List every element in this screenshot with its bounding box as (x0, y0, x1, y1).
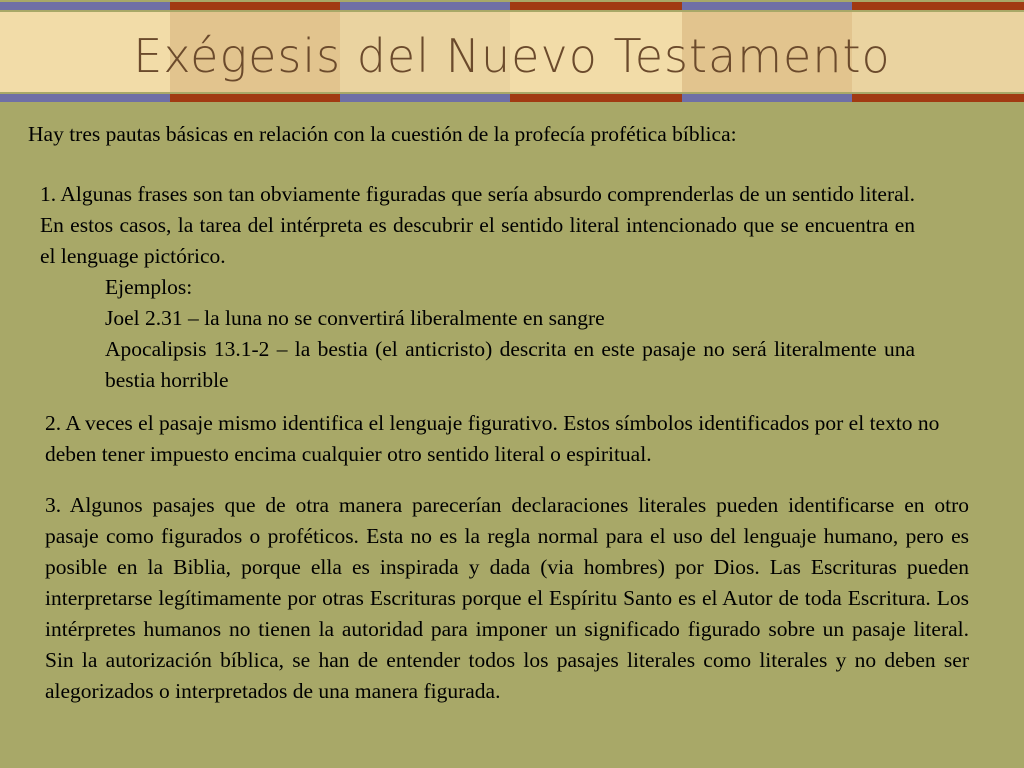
example-item: Joel 2.31 – la luna no se convertirá liberalmente en sangre (105, 306, 605, 330)
stripe-segment (510, 94, 682, 102)
examples-block (105, 272, 915, 396)
point-1-paragraph: 1. Algunas frases son tan obviamente figuradas que sería absurdo comprenderlas de un sentido literal. En estos casos, la tarea del intérpreta es descubrir el sentido literal intencionado que se encuentra en el lenguage pictórico. (40, 182, 915, 268)
slide-title: Exégesis del Nuevo Testamento (133, 29, 891, 83)
stripe-segment (170, 94, 340, 102)
example-item: Apocalipsis 13.1-2 – la bestia (el anticristo) descrita en este pasaje no será literalmente una bestia horrible (105, 337, 915, 392)
stripe-segment (682, 94, 852, 102)
stripe-segment (852, 2, 1024, 10)
examples-heading: Ejemplos: (105, 275, 193, 299)
point-3-paragraph: 3. Algunos pasajes que de otra manera parecerían declaraciones literales pueden identificarse en otro pasaje como figurados o proféticos. Esta no es la regla normal para el uso del lenguaje humano, pero es posible en la Biblia, porque ella es inspirada y dada (via hombres) por Dios. Las Escrituras pueden interpretarse legítimamente por otras Escrituras porque el Espíritu Santo es el Autor de toda Escritura. Los intérpretes humanos no tienen la autoridad para imponer un significado figurado sobre un pasaje literal. Sin la autorización bíblica, se han de entender todos los pasajes literales como literales y no deben ser alegorizados o interpretados de una manera figurada. (45, 493, 969, 703)
top-stripe-band (0, 2, 1024, 10)
stripe-segment (682, 2, 852, 10)
stripe-segment (340, 94, 510, 102)
stripe-segment (0, 2, 170, 10)
stripe-segment (170, 2, 340, 10)
title-banner (0, 12, 1024, 92)
point-2-paragraph: 2. A veces el pasaje mismo identifica el lenguaje figurativo. Estos símbolos identificados por el texto no deben tener impuesto encima cualquier otro sentido literal o espiritual. (45, 411, 940, 466)
intro-text: Hay tres pautas básicas en relación con la cuestión de la profecía profética bíblica: (28, 122, 737, 146)
stripe-segment (852, 94, 1024, 102)
stripe-segment (0, 94, 170, 102)
stripe-segment (340, 2, 510, 10)
stripe-segment (510, 2, 682, 10)
bottom-stripe-band (0, 94, 1024, 102)
